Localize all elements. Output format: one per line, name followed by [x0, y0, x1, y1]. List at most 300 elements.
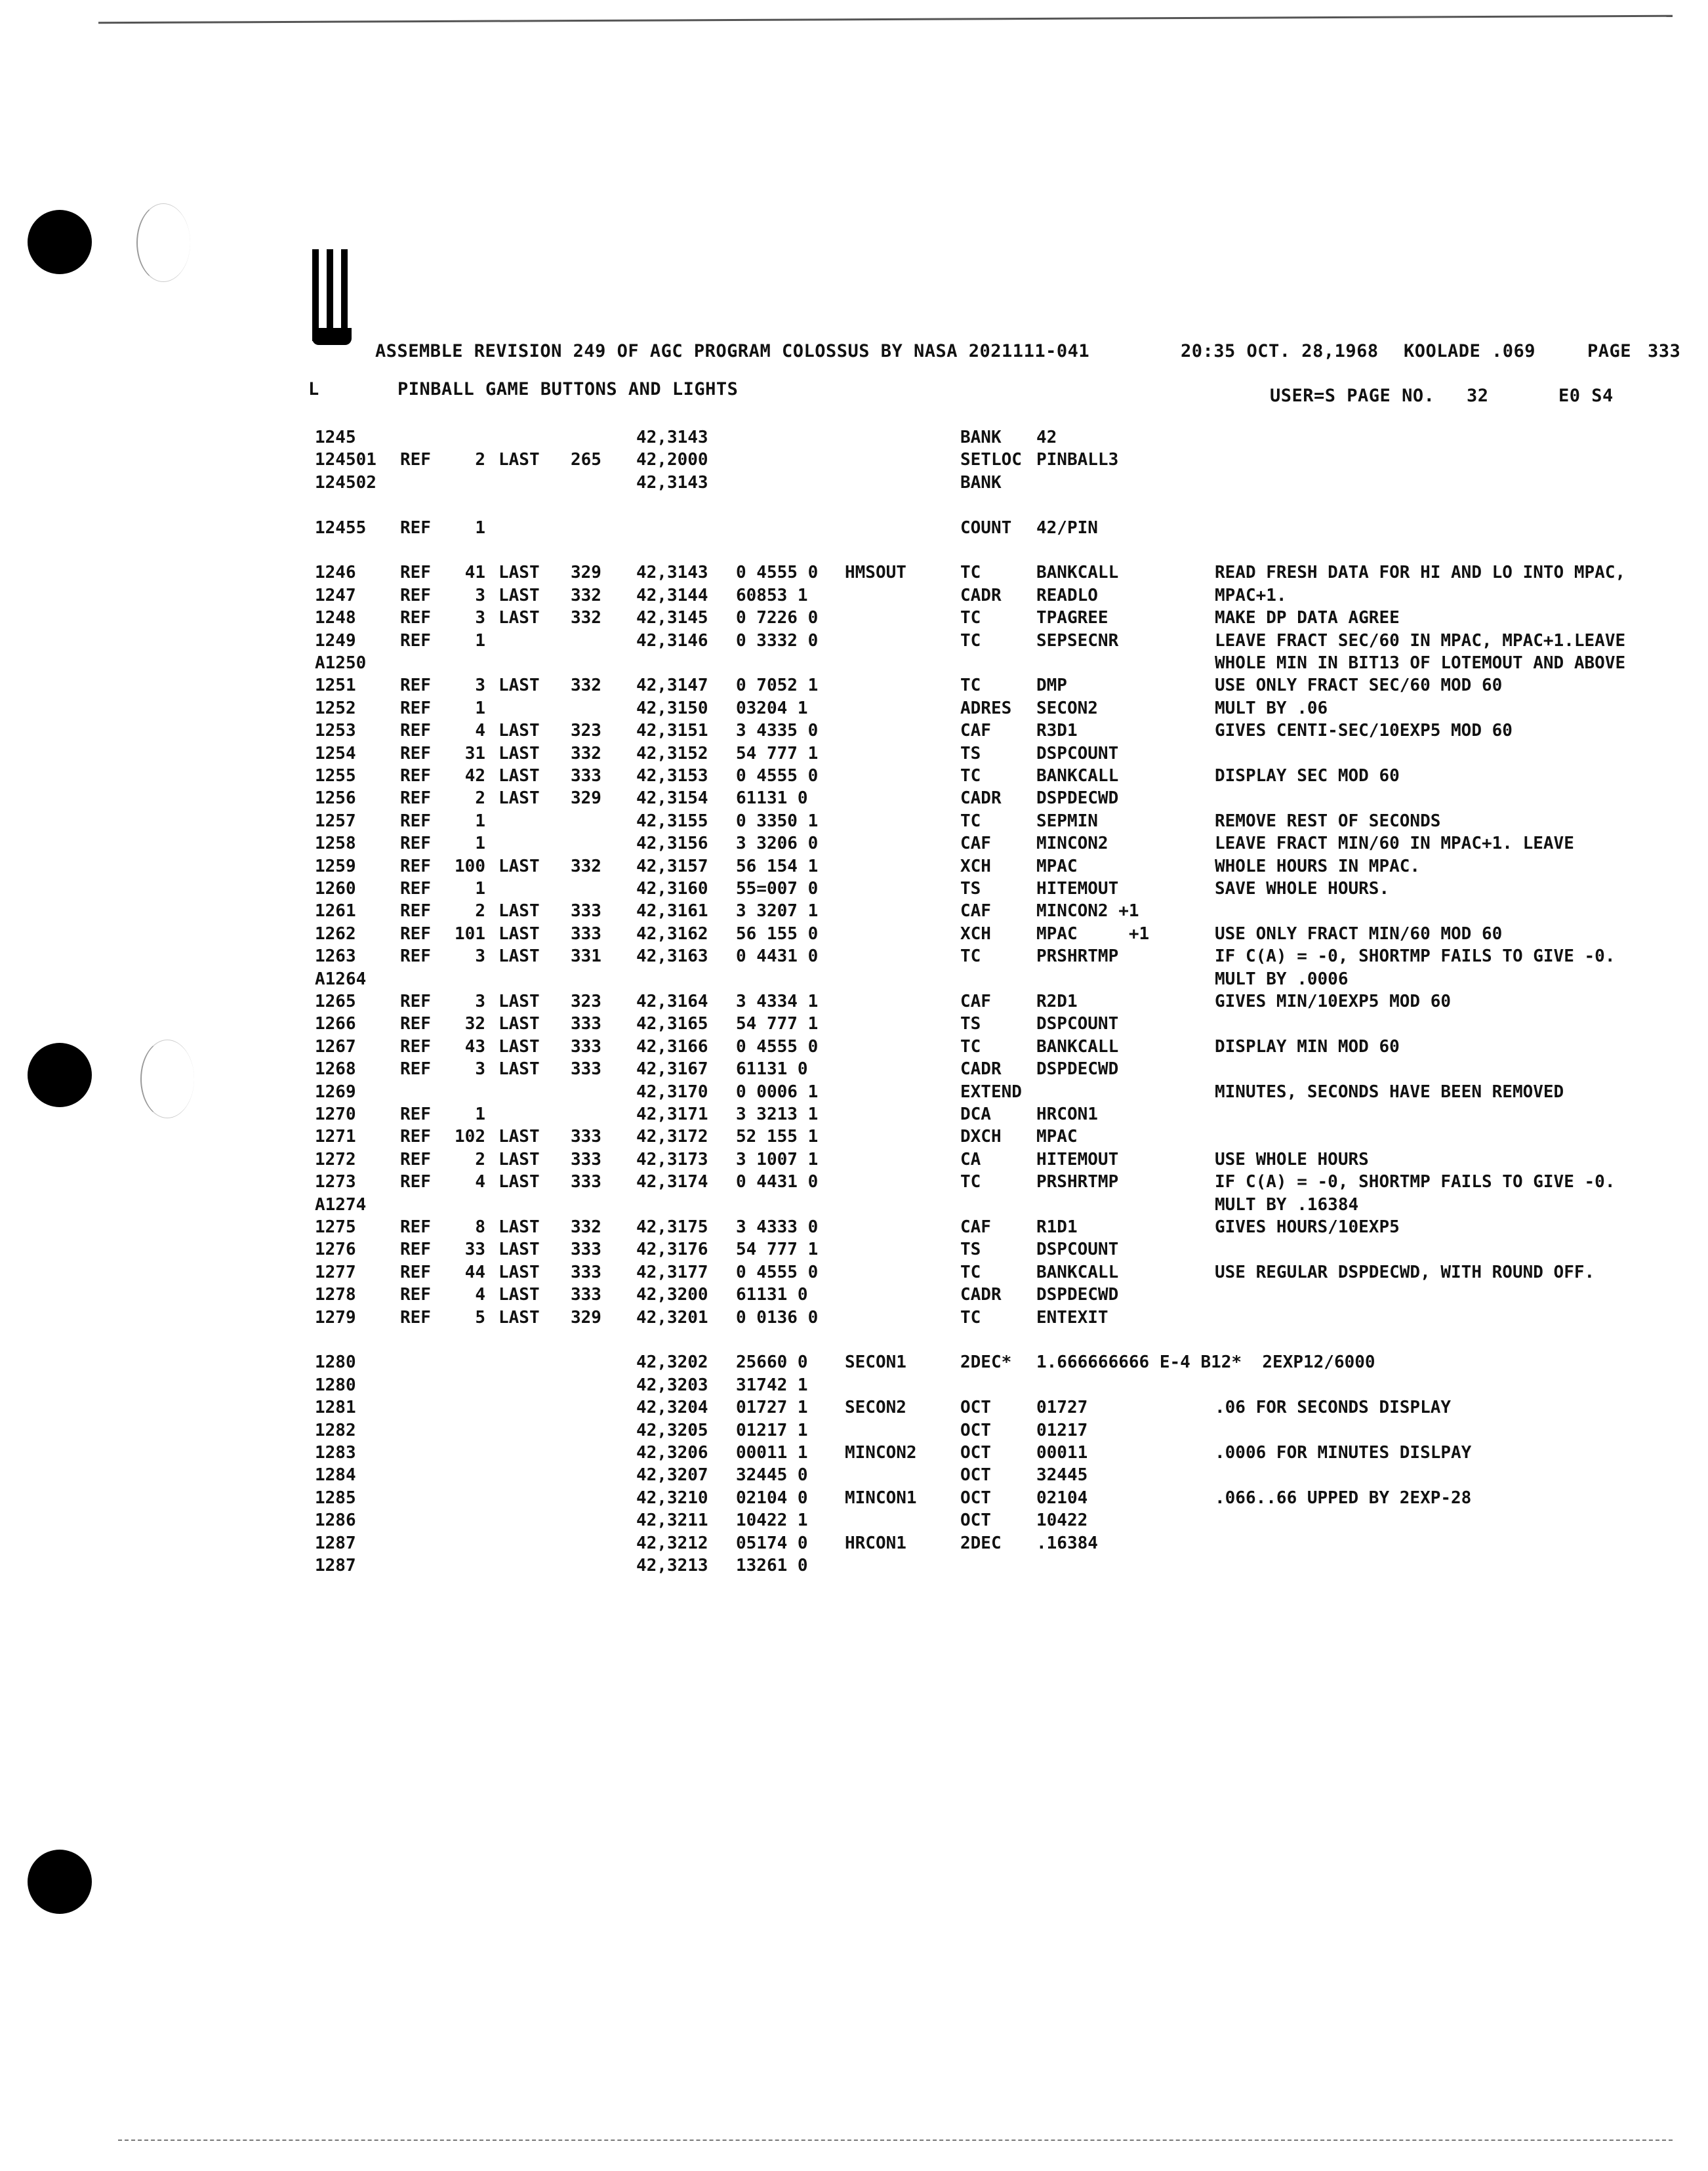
line-comment: DISPLAY MIN MOD 60 [1215, 1037, 1400, 1057]
line-id: 1285 [315, 1488, 356, 1508]
line-ref: REF [400, 788, 431, 808]
line-addr: 42,3203 [636, 1375, 708, 1395]
page-bottom-edge [118, 2140, 1673, 2141]
line-cnt: 43 [464, 1037, 485, 1057]
line-last: LAST [498, 1285, 540, 1305]
line-comment: WHOLE HOURS IN MPAC. [1215, 857, 1421, 876]
line-operand: DSPCOUNT [1036, 1014, 1119, 1034]
listing-line [315, 1532, 1679, 1554]
line-code: 05174 0 [736, 1533, 808, 1553]
line-cnt: 5 [475, 1308, 485, 1328]
line-id: 1248 [315, 608, 356, 628]
line-comment: .06 FOR SECONDS DISPLAY [1215, 1398, 1452, 1417]
line-addr: 42,3175 [636, 1217, 708, 1237]
line-last: LAST [498, 1014, 540, 1034]
line-op: CAF [960, 901, 991, 921]
line-cnt: 3 [475, 946, 485, 966]
line-last: LAST [498, 1150, 540, 1169]
line-last: LAST [498, 563, 540, 582]
line-operand: R2D1 [1036, 992, 1078, 1011]
line-op: TS [960, 1014, 981, 1034]
line-operand: HITEMOUT [1036, 1150, 1119, 1169]
line-ref: REF [400, 946, 431, 966]
line-operand: SEPSECNR [1036, 631, 1119, 651]
line-last: LAST [498, 901, 540, 921]
line-id: 1282 [315, 1421, 356, 1440]
line-last: LAST [498, 721, 540, 741]
listing-line [315, 449, 1679, 471]
listing-line [315, 607, 1679, 629]
line-id: 1280 [315, 1375, 356, 1395]
line-op: CAF [960, 1217, 991, 1237]
line-cnt: 2 [475, 1150, 485, 1169]
line-addr: 42,3165 [636, 1014, 708, 1034]
line-operand: 01727 [1036, 1398, 1088, 1417]
line-addr: 42,2000 [636, 450, 708, 470]
line-comment: REMOVE REST OF SECONDS [1215, 811, 1441, 831]
line-id: 1286 [315, 1511, 356, 1530]
punch-hole-middle [28, 1043, 92, 1107]
line-addr: 42,3162 [636, 924, 708, 944]
line-addr: 42,3152 [636, 744, 708, 763]
line-cnt: 4 [475, 1172, 485, 1192]
line-code: 0 4431 0 [736, 946, 819, 966]
line-operand: 1.666666666 E-4 B12* 2EXP12/6000 [1036, 1352, 1375, 1372]
line-id: 1268 [315, 1059, 356, 1079]
line-addr: 42,3147 [636, 676, 708, 695]
line-cnt: 2 [475, 450, 485, 470]
line-cnt: 100 [455, 857, 485, 876]
line-addr: 42,3146 [636, 631, 708, 651]
line-lastnum: 332 [571, 1217, 601, 1237]
line-op: XCH [960, 924, 991, 944]
line-code: 31742 1 [736, 1375, 808, 1395]
line-last: LAST [498, 744, 540, 763]
line-cnt: 4 [475, 1285, 485, 1305]
line-addr: 42,3211 [636, 1511, 708, 1530]
listing-line [315, 472, 1679, 494]
line-code: 3 3207 1 [736, 901, 819, 921]
line-id: 1259 [315, 857, 356, 876]
line-id: 1263 [315, 946, 356, 966]
listing-line [315, 1329, 1679, 1351]
user-page-number: 32 [1467, 386, 1489, 406]
line-id: 1276 [315, 1240, 356, 1259]
line-op: TC [960, 1308, 981, 1328]
line-op: TS [960, 744, 981, 763]
line-id: A1250 [315, 653, 367, 673]
line-cnt: 4 [475, 721, 485, 741]
line-id: 1270 [315, 1105, 356, 1124]
line-addr: 42,3176 [636, 1240, 708, 1259]
line-lastnum: 333 [571, 1037, 601, 1057]
line-op: COUNT [960, 518, 1012, 538]
line-addr: 42,3177 [636, 1263, 708, 1282]
line-addr: 42,3174 [636, 1172, 708, 1192]
listing-line [315, 584, 1679, 607]
line-ref: REF [400, 992, 431, 1011]
listing-line [315, 810, 1679, 832]
line-last: LAST [498, 1308, 540, 1328]
line-lastnum: 333 [571, 924, 601, 944]
line-label: SECON1 [845, 1352, 906, 1372]
line-ref: REF [400, 1127, 431, 1146]
line-op: CADR [960, 586, 1002, 605]
line-op: OCT [960, 1421, 991, 1440]
section-marker: L [308, 379, 319, 399]
line-lastnum: 333 [571, 901, 601, 921]
line-id: 1267 [315, 1037, 356, 1057]
line-operand: 02104 [1036, 1488, 1088, 1508]
line-op: 2DEC* [960, 1352, 1012, 1372]
line-id: 1273 [315, 1172, 356, 1192]
line-addr: 42,3172 [636, 1127, 708, 1146]
line-id: 1258 [315, 834, 356, 853]
line-cnt: 1 [475, 1105, 485, 1124]
line-id: 1247 [315, 586, 356, 605]
line-last: LAST [498, 1172, 540, 1192]
line-comment: USE ONLY FRACT MIN/60 MOD 60 [1215, 924, 1503, 944]
line-lastnum: 323 [571, 992, 601, 1011]
line-op: CADR [960, 1059, 1002, 1079]
line-addr: 42,3205 [636, 1421, 708, 1440]
line-operand: .16384 [1036, 1533, 1098, 1553]
listing-line [315, 652, 1679, 674]
line-operand: DMP [1036, 676, 1067, 695]
line-cnt: 1 [475, 879, 485, 899]
line-ref: REF [400, 744, 431, 763]
line-cnt: 102 [455, 1127, 485, 1146]
line-id: 1252 [315, 699, 356, 718]
line-comment: READ FRESH DATA FOR HI AND LO INTO MPAC, [1215, 563, 1626, 582]
line-code: 3 3206 0 [736, 834, 819, 853]
line-code: 00011 1 [736, 1443, 808, 1463]
line-comment: MULT BY .0006 [1215, 969, 1349, 989]
listing-line [315, 1284, 1679, 1306]
line-operand: BANKCALL [1036, 1263, 1119, 1282]
line-ref: REF [400, 1059, 431, 1079]
line-code: 61131 0 [736, 1059, 808, 1079]
line-code: 0 4555 0 [736, 563, 819, 582]
line-ref: REF [400, 1150, 431, 1169]
line-last: LAST [498, 1037, 540, 1057]
line-id: 1272 [315, 1150, 356, 1169]
listing-line [315, 945, 1679, 967]
line-lastnum: 333 [571, 1014, 601, 1034]
line-addr: 42,3170 [636, 1082, 708, 1102]
line-ref: REF [400, 924, 431, 944]
line-id: 124501 [315, 450, 376, 470]
line-code: 0 4555 0 [736, 1263, 819, 1282]
line-addr: 42,3173 [636, 1150, 708, 1169]
line-code: 0 3350 1 [736, 811, 819, 831]
line-cnt: 1 [475, 518, 485, 538]
listing-line [315, 1036, 1679, 1058]
line-code: 0 4431 0 [736, 1172, 819, 1192]
line-op: CAF [960, 834, 991, 853]
line-last: LAST [498, 1263, 540, 1282]
line-lastnum: 329 [571, 788, 601, 808]
line-addr: 42,3157 [636, 857, 708, 876]
line-id: A1274 [315, 1195, 367, 1215]
listing-line [315, 923, 1679, 945]
line-operand: ENTEXIT [1036, 1308, 1108, 1328]
line-addr: 42,3210 [636, 1488, 708, 1508]
line-code: 56 154 1 [736, 857, 819, 876]
line-cnt: 3 [475, 1059, 485, 1079]
line-code: 55=007 0 [736, 879, 819, 899]
line-op: OCT [960, 1443, 991, 1463]
line-label: HRCON1 [845, 1533, 906, 1553]
line-code: 3 3213 1 [736, 1105, 819, 1124]
section-extra: E0 S4 [1558, 386, 1614, 406]
line-code: 54 777 1 [736, 1240, 819, 1259]
line-id: 1253 [315, 721, 356, 741]
line-op: BANK [960, 428, 1002, 447]
line-comment: IF C(A) = -0, SHORTMP FAILS TO GIVE -0. [1215, 1172, 1616, 1192]
line-code: 54 777 1 [736, 1014, 819, 1034]
listing-line [315, 561, 1679, 584]
line-addr: 42,3206 [636, 1443, 708, 1463]
line-code: 3 4334 1 [736, 992, 819, 1011]
line-addr: 42,3163 [636, 946, 708, 966]
listing-line [315, 968, 1679, 990]
line-addr: 42,3145 [636, 608, 708, 628]
line-ref: REF [400, 1037, 431, 1057]
line-lastnum: 333 [571, 1127, 601, 1146]
line-code: 0 7052 1 [736, 676, 819, 695]
line-lastnum: 333 [571, 1059, 601, 1079]
listing-line [315, 1126, 1679, 1148]
line-ref: REF [400, 631, 431, 651]
line-comment: GIVES MIN/10EXP5 MOD 60 [1215, 992, 1452, 1011]
listing-line [315, 1374, 1679, 1396]
line-op: TC [960, 631, 981, 651]
listing-line [315, 1419, 1679, 1442]
line-id: 1245 [315, 428, 356, 447]
line-addr: 42,3150 [636, 699, 708, 718]
line-addr: 42,3212 [636, 1533, 708, 1553]
listing-line [315, 697, 1679, 720]
line-lastnum: 333 [571, 1240, 601, 1259]
line-code: 0 3332 0 [736, 631, 819, 651]
line-id: 1277 [315, 1263, 356, 1282]
line-code: 61131 0 [736, 1285, 808, 1305]
line-comment: LEAVE FRACT SEC/60 IN MPAC, MPAC+1.LEAVE [1215, 631, 1626, 651]
line-comment: USE WHOLE HOURS [1215, 1150, 1369, 1169]
line-cnt: 1 [475, 811, 485, 831]
line-cnt: 44 [464, 1263, 485, 1282]
line-ref: REF [400, 1217, 431, 1237]
line-operand: BANKCALL [1036, 1037, 1119, 1057]
listing-line [315, 1013, 1679, 1035]
line-op: CADR [960, 1285, 1002, 1305]
line-cnt: 1 [475, 834, 485, 853]
line-ref: REF [400, 1285, 431, 1305]
line-operand: PRSHRTMP [1036, 946, 1119, 966]
line-op: TC [960, 1172, 981, 1192]
line-code: 60853 1 [736, 586, 808, 605]
listing-line [315, 855, 1679, 878]
line-code: 01727 1 [736, 1398, 808, 1417]
line-operand: MPAC +1 [1036, 924, 1150, 944]
line-code: 54 777 1 [736, 744, 819, 763]
line-operand: READLO [1036, 586, 1098, 605]
listing-line [315, 1307, 1679, 1329]
binder-clip-mark [312, 249, 358, 346]
line-op: OCT [960, 1398, 991, 1417]
line-addr: 42,3207 [636, 1465, 708, 1485]
line-code: 32445 0 [736, 1465, 808, 1485]
line-operand: R3D1 [1036, 721, 1078, 741]
line-addr: 42,3201 [636, 1308, 708, 1328]
line-addr: 42,3153 [636, 766, 708, 786]
line-addr: 42,3154 [636, 788, 708, 808]
line-id: 1281 [315, 1398, 356, 1417]
line-code: 03204 1 [736, 699, 808, 718]
line-ref: REF [400, 586, 431, 605]
line-comment: IF C(A) = -0, SHORTMP FAILS TO GIVE -0. [1215, 946, 1616, 966]
punch-hole-shadow-middle [140, 1040, 194, 1118]
line-cnt: 3 [475, 608, 485, 628]
line-op: EXTEND [960, 1082, 1022, 1102]
line-id: 1255 [315, 766, 356, 786]
section-title: PINBALL GAME BUTTONS AND LIGHTS [397, 379, 739, 399]
line-code: 0 0006 1 [736, 1082, 819, 1102]
listing-user: KOOLADE .069 [1404, 341, 1536, 361]
line-operand: PRSHRTMP [1036, 1172, 1119, 1192]
line-id: 1260 [315, 879, 356, 899]
line-last: LAST [498, 1059, 540, 1079]
line-last: LAST [498, 924, 540, 944]
line-op: TC [960, 676, 981, 695]
line-operand: 42 [1036, 428, 1057, 447]
line-id: 1256 [315, 788, 356, 808]
line-last: LAST [498, 766, 540, 786]
line-ref: REF [400, 1105, 431, 1124]
line-id: 1261 [315, 901, 356, 921]
line-code: 3 4333 0 [736, 1217, 819, 1237]
line-ref: REF [400, 1308, 431, 1328]
line-id: 1279 [315, 1308, 356, 1328]
line-last: LAST [498, 857, 540, 876]
line-addr: 42,3204 [636, 1398, 708, 1417]
line-operand: DSPDECWD [1036, 1059, 1119, 1079]
listing-line [315, 1554, 1679, 1577]
line-addr: 42,3143 [636, 473, 708, 493]
line-op: TC [960, 608, 981, 628]
line-id: 1271 [315, 1127, 356, 1146]
listing-title: ASSEMBLE REVISION 249 OF AGC PROGRAM COLOSSUS BY NASA 2021111-041 [375, 341, 1090, 361]
line-op: XCH [960, 857, 991, 876]
line-comment: MULT BY .16384 [1215, 1195, 1359, 1215]
line-last: LAST [498, 1127, 540, 1146]
line-last: LAST [498, 1217, 540, 1237]
line-code: 3 4335 0 [736, 721, 819, 741]
line-op: OCT [960, 1465, 991, 1485]
line-code: 61131 0 [736, 788, 808, 808]
line-code: 10422 1 [736, 1511, 808, 1530]
line-label: MINCON2 [845, 1443, 917, 1463]
line-comment: MPAC+1. [1215, 586, 1287, 605]
line-last: LAST [498, 1240, 540, 1259]
line-operand: MPAC [1036, 857, 1078, 876]
line-code: 25660 0 [736, 1352, 808, 1372]
listing-line [315, 1148, 1679, 1171]
line-operand: SECON2 [1036, 699, 1098, 718]
listing-line [315, 1238, 1679, 1261]
listing-line [315, 765, 1679, 787]
listing-line [315, 1103, 1679, 1126]
line-id: 1251 [315, 676, 356, 695]
line-code: 0 0136 0 [736, 1308, 819, 1328]
line-cnt: 3 [475, 992, 485, 1011]
line-operand: SEPMIN [1036, 811, 1098, 831]
line-comment: SAVE WHOLE HOURS. [1215, 879, 1390, 899]
line-operand: DSPDECWD [1036, 788, 1119, 808]
line-addr: 42,3144 [636, 586, 708, 605]
line-operand: MINCON2 [1036, 834, 1108, 853]
line-ref: REF [400, 834, 431, 853]
line-addr: 42,3171 [636, 1105, 708, 1124]
line-ref: REF [400, 676, 431, 695]
line-code: 0 7226 0 [736, 608, 819, 628]
line-ref: REF [400, 879, 431, 899]
line-id: 1249 [315, 631, 356, 651]
listing-line [315, 1351, 1679, 1373]
line-addr: 42,3202 [636, 1352, 708, 1372]
line-lastnum: 332 [571, 676, 601, 695]
line-op: TC [960, 766, 981, 786]
line-operand: TPAGREE [1036, 608, 1108, 628]
line-id: 1280 [315, 1352, 356, 1372]
line-id: 12455 [315, 518, 367, 538]
listing-line [315, 990, 1679, 1013]
line-last: LAST [498, 788, 540, 808]
line-id: 1266 [315, 1014, 356, 1034]
line-lastnum: 333 [571, 766, 601, 786]
line-operand: BANKCALL [1036, 563, 1119, 582]
line-addr: 42,3166 [636, 1037, 708, 1057]
line-op: OCT [960, 1488, 991, 1508]
line-op: ADRES [960, 699, 1012, 718]
listing-line [315, 674, 1679, 697]
line-code: 3 1007 1 [736, 1150, 819, 1169]
listing-line [315, 1442, 1679, 1464]
line-code: 01217 1 [736, 1421, 808, 1440]
line-last: LAST [498, 608, 540, 628]
listing-line [315, 1081, 1679, 1103]
line-ref: REF [400, 699, 431, 718]
line-id: 124502 [315, 473, 376, 493]
line-ref: REF [400, 857, 431, 876]
line-lastnum: 333 [571, 1285, 601, 1305]
user-page-label: USER=S PAGE NO. [1270, 386, 1435, 406]
line-comment: MULT BY .06 [1215, 699, 1328, 718]
line-addr: 42,3155 [636, 811, 708, 831]
line-lastnum: 333 [571, 1172, 601, 1192]
line-last: LAST [498, 946, 540, 966]
line-addr: 42,3161 [636, 901, 708, 921]
line-cnt: 32 [464, 1014, 485, 1034]
line-lastnum: 332 [571, 857, 601, 876]
line-operand: 01217 [1036, 1421, 1088, 1440]
line-id: 1284 [315, 1465, 356, 1485]
punch-hole-shadow-top [136, 203, 190, 282]
line-addr: 42,3156 [636, 834, 708, 853]
line-op: DCA [960, 1105, 991, 1124]
listing-line [315, 1216, 1679, 1238]
